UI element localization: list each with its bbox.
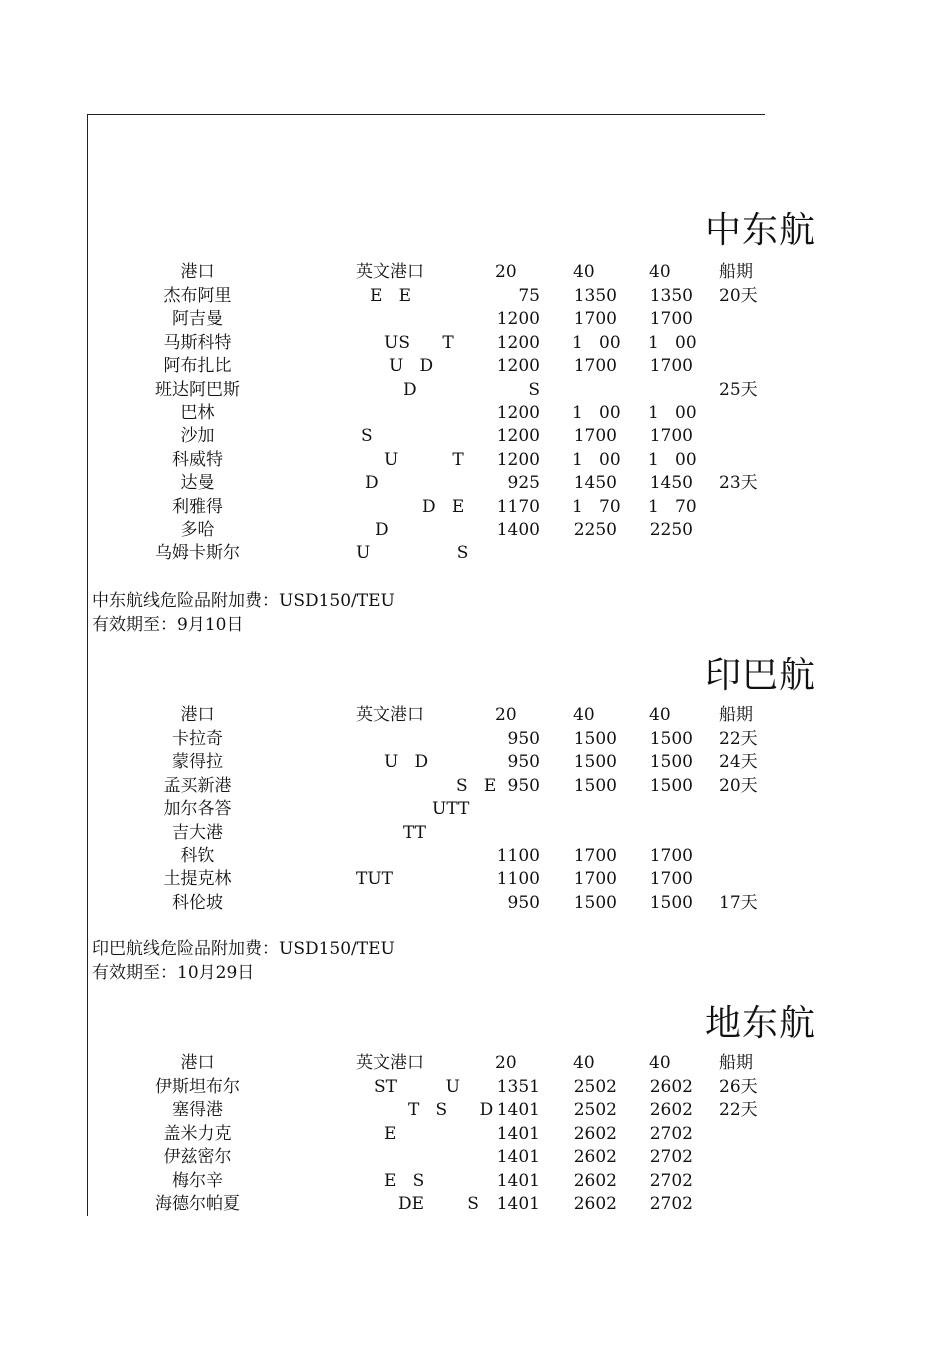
surcharge-note: 印巴航线危险品附加费：USD150/TEU: [92, 939, 395, 959]
rate-20ft: 950: [507, 752, 540, 773]
rate-20ft: 1400: [496, 520, 540, 540]
port-name-cn: 塞得港: [172, 1100, 223, 1121]
table-row: [0, 495, 950, 519]
rate-40ft: 1700: [573, 356, 617, 377]
rate-20ft: 1200: [496, 403, 540, 423]
table-row: [0, 1075, 950, 1099]
rate-40ft-hq: 1700: [649, 846, 693, 866]
rate-20ft: 1401: [496, 1194, 540, 1214]
rate-20ft: 1200: [496, 356, 540, 377]
rate-40ft: 1 00: [572, 449, 621, 470]
table-row: [0, 307, 950, 331]
rate-40ft-hq: 1 00: [648, 403, 697, 423]
port-name-cn: 孟买新港: [163, 775, 232, 796]
rate-20ft: 1401: [496, 1123, 540, 1144]
rate-40ft: 2502: [573, 1077, 617, 1097]
table-row: [0, 727, 950, 751]
table-row: [0, 1145, 950, 1169]
table-row: [0, 844, 950, 868]
rate-40ft-hq: 2702: [649, 1194, 693, 1214]
header-20ft: 20: [495, 705, 517, 725]
rate-20ft: 950: [507, 775, 540, 796]
table-row: [0, 448, 950, 472]
surcharge-note: 有效期至：10月29日: [92, 962, 255, 983]
port-name-en: DE S: [398, 1194, 479, 1214]
table-row: [0, 378, 950, 402]
header-schedule: 船期: [719, 262, 753, 282]
rate-40ft: 1700: [573, 869, 617, 890]
rate-20ft: 1170: [496, 496, 540, 517]
rate-40ft-hq: 2250: [649, 520, 693, 540]
header-port: 港口: [180, 1053, 215, 1073]
port-name-cn: 巴林: [180, 403, 215, 423]
rate-40ft: 1500: [573, 752, 617, 773]
port-name-en: U T: [384, 449, 464, 470]
port-name-en: TT: [403, 822, 426, 843]
port-name-en: US T: [384, 332, 454, 353]
table-row: [0, 424, 950, 448]
port-name-en: TUT: [356, 869, 394, 890]
rate-40ft: 2602: [573, 1194, 617, 1214]
rate-40ft: 1 70: [572, 496, 621, 517]
table-row: [0, 331, 950, 355]
rate-20ft: S: [528, 379, 540, 400]
rate-40ft: 1350: [573, 286, 617, 306]
table-header-row: [0, 1051, 950, 1075]
port-name-en: D: [365, 473, 379, 494]
port-name-cn: 沙加: [180, 426, 215, 447]
table-row: [0, 354, 950, 378]
rate-40ft-hq: 2602: [649, 1077, 693, 1097]
rate-20ft: 925: [507, 473, 540, 494]
port-name-en: T S D: [408, 1100, 494, 1121]
rate-40ft-hq: 2702: [649, 1170, 693, 1191]
rate-40ft: 1 00: [572, 403, 621, 423]
header-20ft: 20: [495, 1053, 517, 1073]
rate-40ft-hq: 1700: [649, 869, 693, 890]
port-name-cn: 杰布阿里: [163, 286, 232, 306]
rate-20ft: 1200: [496, 449, 540, 470]
section-title: 印巴航: [705, 655, 817, 696]
rate-40ft: 1700: [573, 309, 617, 330]
rate-20ft: 1100: [496, 869, 540, 890]
header-english-port: 英文港口: [356, 705, 424, 725]
port-name-en: E E: [370, 286, 412, 306]
header-40ft: 40: [573, 1053, 595, 1073]
rate-40ft-hq: 1 70: [648, 496, 697, 517]
rate-40ft: 1700: [573, 426, 617, 447]
rate-40ft: 2602: [573, 1147, 617, 1168]
port-name-cn: 吉大港: [172, 822, 223, 843]
rate-40ft: 2502: [573, 1100, 617, 1121]
rate-20ft: 1351: [496, 1077, 540, 1097]
rate-20ft: 1200: [496, 309, 540, 330]
table-header-row: [0, 260, 950, 284]
port-name-cn: 蒙得拉: [172, 752, 223, 773]
header-port: 港口: [180, 705, 215, 725]
port-name-en: S: [361, 426, 373, 447]
table-row: [0, 518, 950, 542]
table-row: [0, 401, 950, 425]
header-40ft-hq: 40: [649, 1053, 671, 1073]
surcharge-note: 有效期至：9月10日: [92, 614, 244, 635]
table-row: [0, 774, 950, 798]
port-name-cn: 多哈: [180, 520, 215, 540]
table-row: [0, 284, 950, 308]
surcharge-note: 中东航线危险品附加费：USD150/TEU: [92, 591, 395, 611]
rate-40ft: 1500: [573, 892, 617, 913]
port-name-en: D E: [422, 496, 465, 517]
table-row: [0, 867, 950, 891]
rate-40ft-hq: 1 00: [648, 449, 697, 470]
table-row: [0, 1192, 950, 1216]
table-row: [0, 1122, 950, 1146]
port-name-en: D: [375, 520, 389, 540]
rate-40ft-hq: 1500: [649, 752, 693, 773]
rate-40ft-hq: 1700: [649, 426, 693, 447]
port-name-cn: 班达阿巴斯: [155, 379, 240, 400]
header-40ft: 40: [573, 262, 595, 282]
rate-40ft-hq: 1700: [649, 356, 693, 377]
port-name-en: D: [403, 379, 417, 400]
port-name-cn: 马斯科特: [163, 332, 232, 353]
transit-days: 23天: [719, 473, 758, 494]
rate-40ft-hq: 1500: [649, 729, 693, 749]
rate-40ft: 2250: [573, 520, 617, 540]
rate-40ft: 2602: [573, 1170, 617, 1191]
table-row: [0, 1169, 950, 1193]
rate-40ft-hq: 1350: [649, 286, 693, 306]
transit-days: 22天: [719, 729, 758, 749]
port-name-cn: 利雅得: [172, 496, 223, 517]
table-row: [0, 471, 950, 495]
port-name-cn: 伊兹密尔: [163, 1147, 232, 1168]
header-40ft-hq: 40: [649, 705, 671, 725]
transit-days: 20天: [719, 286, 758, 306]
header-english-port: 英文港口: [356, 1053, 424, 1073]
port-name-cn: 卡拉奇: [172, 729, 223, 749]
rate-40ft-hq: 1500: [649, 892, 693, 913]
port-name-cn: 阿布扎比: [163, 356, 232, 377]
port-name-en: U D: [389, 356, 434, 377]
rate-20ft: 1100: [496, 846, 540, 866]
rate-40ft: 1700: [573, 846, 617, 866]
rate-20ft: 1200: [496, 426, 540, 447]
rate-40ft: 2602: [573, 1123, 617, 1144]
rate-20ft: 1401: [496, 1147, 540, 1168]
port-name-en: E: [384, 1123, 397, 1144]
port-name-cn: 乌姆卡斯尔: [155, 543, 240, 564]
table-row: [0, 891, 950, 915]
port-name-cn: 伊斯坦布尔: [155, 1077, 240, 1097]
port-name-en: S E: [456, 775, 497, 796]
rate-40ft: 1450: [573, 473, 617, 494]
table-row: [0, 1098, 950, 1122]
header-schedule: 船期: [719, 1053, 753, 1073]
transit-days: 17天: [719, 892, 758, 913]
table-header-row: [0, 703, 950, 727]
port-name-en: UTT: [432, 799, 470, 820]
rate-40ft-hq: 2702: [649, 1123, 693, 1144]
table-row: [0, 797, 950, 821]
header-english-port: 英文港口: [356, 262, 424, 282]
rate-40ft-hq: 2602: [649, 1100, 693, 1121]
rate-40ft: 1500: [573, 729, 617, 749]
rate-40ft-hq: 1700: [649, 309, 693, 330]
port-name-cn: 科伦坡: [172, 892, 223, 913]
transit-days: 22天: [719, 1100, 758, 1121]
port-name-cn: 科钦: [180, 846, 215, 866]
transit-days: 26天: [719, 1077, 758, 1097]
port-name-cn: 梅尔辛: [172, 1170, 223, 1191]
transit-days: 20天: [719, 775, 758, 796]
rate-40ft-hq: 2702: [649, 1147, 693, 1168]
rate-20ft: 950: [507, 892, 540, 913]
port-name-en: U S: [356, 543, 469, 564]
section-title: 中东航: [705, 210, 817, 251]
rate-20ft: 1401: [496, 1170, 540, 1191]
port-name-en: U D: [384, 752, 429, 773]
header-40ft-hq: 40: [649, 262, 671, 282]
port-name-cn: 达曼: [180, 473, 215, 494]
header-port: 港口: [180, 262, 215, 282]
header-40ft: 40: [573, 705, 595, 725]
frame-top-border: [87, 114, 765, 115]
section-title: 地东航: [705, 1003, 817, 1044]
port-name-cn: 阿吉曼: [172, 309, 223, 330]
table-row: [0, 750, 950, 774]
rate-40ft-hq: 1 00: [648, 332, 697, 353]
rate-40ft: 1500: [573, 775, 617, 796]
port-name-cn: 科威特: [172, 449, 223, 470]
rate-20ft: 1401: [496, 1100, 540, 1121]
port-name-cn: 土提克林: [163, 869, 232, 890]
table-row: [0, 821, 950, 845]
port-name-cn: 海德尔帕夏: [155, 1194, 240, 1214]
rate-20ft: 1200: [496, 332, 540, 353]
header-schedule: 船期: [719, 705, 753, 725]
transit-days: 24天: [719, 752, 758, 773]
table-row: [0, 541, 950, 565]
port-name-en: E S: [384, 1170, 425, 1191]
rate-40ft: 1 00: [572, 332, 621, 353]
header-20ft: 20: [495, 262, 517, 282]
transit-days: 25天: [719, 379, 758, 400]
rate-20ft: 75: [518, 286, 540, 306]
port-name-en: ST U: [374, 1077, 460, 1097]
rate-20ft: 950: [507, 729, 540, 749]
rate-40ft-hq: 1450: [649, 473, 693, 494]
rate-40ft-hq: 1500: [649, 775, 693, 796]
port-name-cn: 盖米力克: [163, 1123, 232, 1144]
port-name-cn: 加尔各答: [163, 799, 232, 820]
